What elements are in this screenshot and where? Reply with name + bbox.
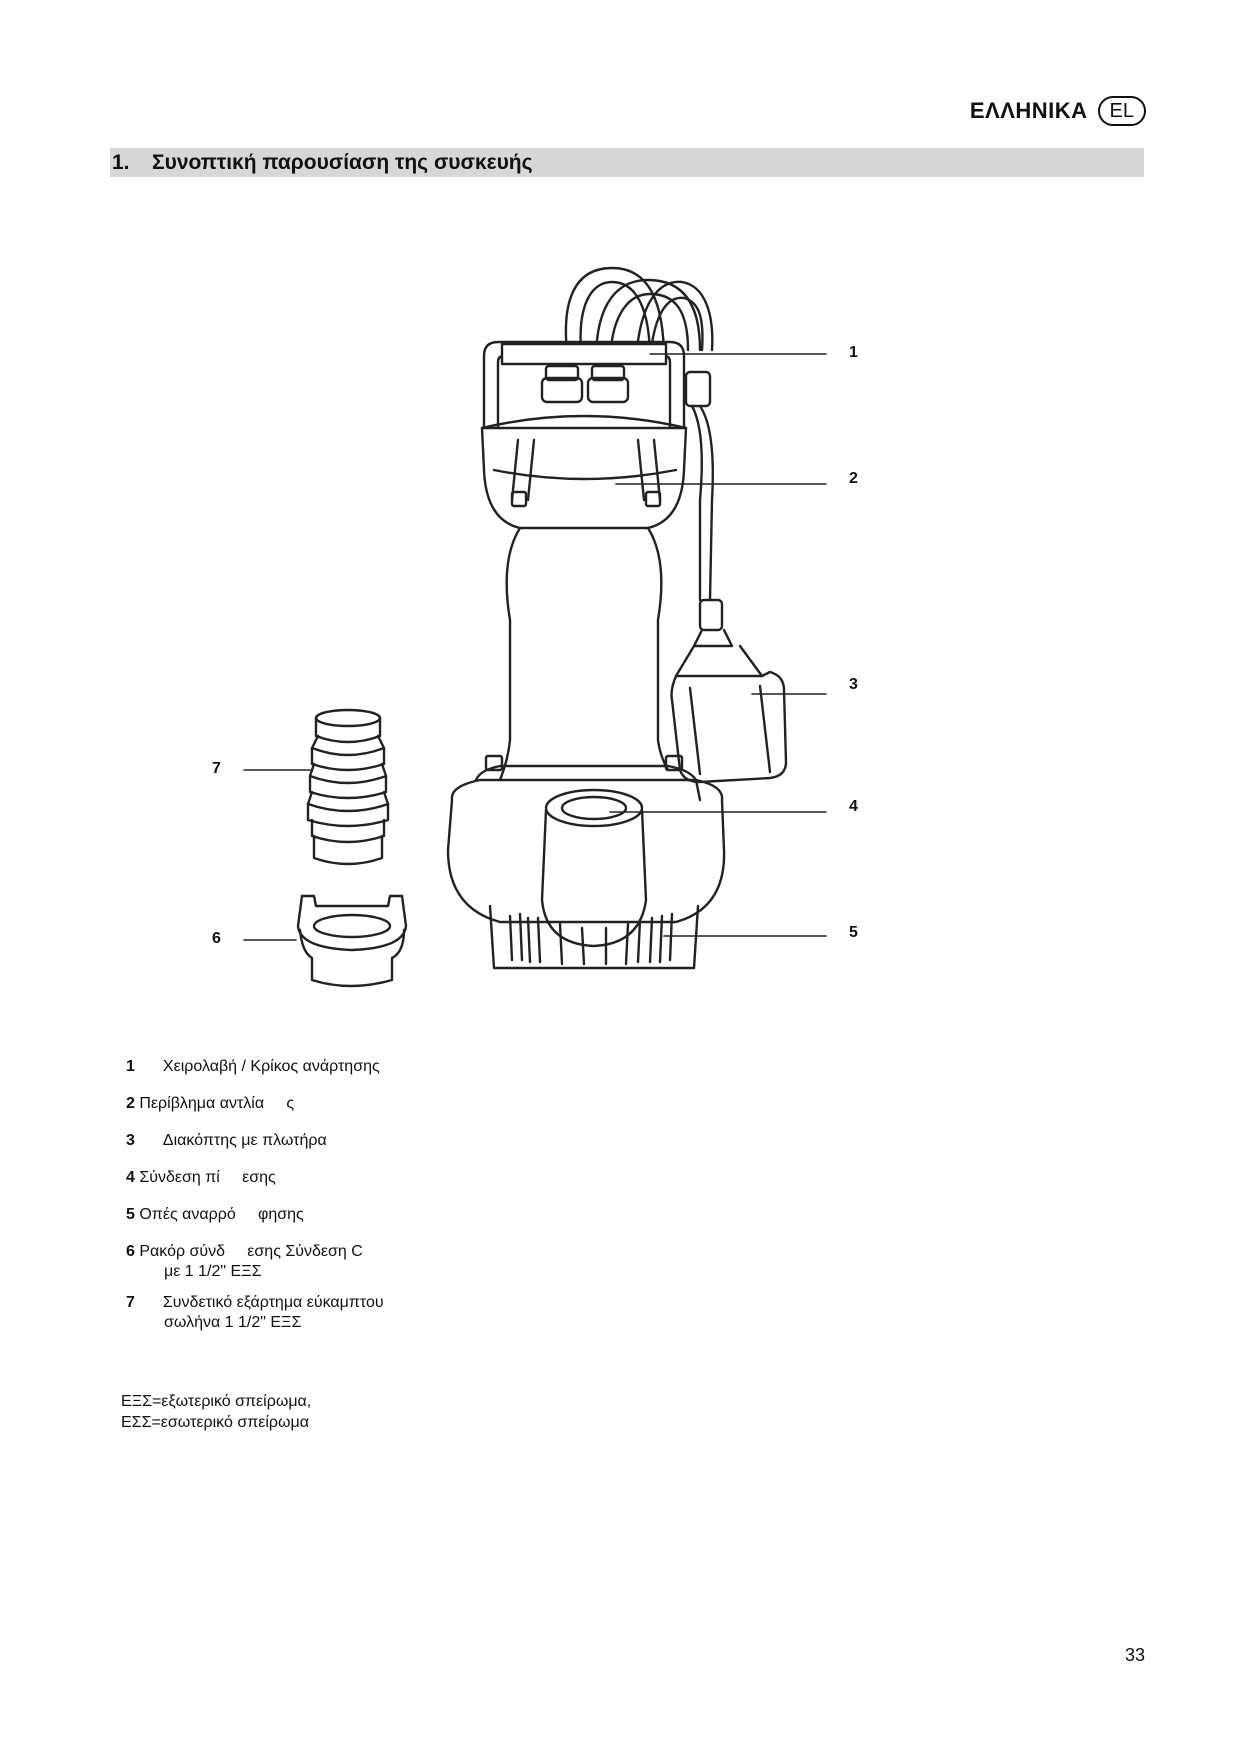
legend-number: 3	[126, 1132, 135, 1149]
legend-number: 6	[126, 1243, 135, 1260]
section-title-text: Συνοπτική παρουσίαση της συσκευής	[152, 151, 533, 174]
legend-number: 5	[126, 1206, 135, 1223]
callout-1: 1	[849, 344, 858, 361]
pump-housing-head	[482, 416, 686, 528]
legend-item-4	[126, 1169, 276, 1187]
legend-number: 7	[126, 1294, 135, 1311]
legend-text: Διακόπτης με πλωτήρα	[162, 1132, 327, 1149]
legend-item-5	[126, 1206, 304, 1224]
float-switch	[672, 600, 787, 782]
legend-item-2	[126, 1095, 294, 1113]
callout-4: 4	[849, 798, 858, 815]
language-label: ΕΛΛΗΝΙΚΑ	[969, 98, 1088, 123]
pump-body	[500, 528, 668, 780]
abbreviation-note-2: ΕΣΣ=εσωτερικό σπείρωμα	[121, 1414, 309, 1431]
cable-glands	[542, 366, 628, 402]
language-badge: EL	[1098, 96, 1146, 126]
callout-7: 7	[212, 760, 221, 777]
hose-nozzle	[308, 710, 388, 864]
section-number: 1.	[112, 151, 130, 174]
legend-number: 2	[126, 1095, 135, 1112]
float-cable	[700, 406, 713, 600]
float-cable-connector	[686, 372, 710, 406]
legend-text: Συνδετικό εξάρτημα εύκαμπτου	[162, 1294, 384, 1311]
legend-item-6	[126, 1243, 363, 1280]
legend-item-7	[126, 1294, 384, 1331]
legend-text-line2: με 1 1/2" ΕΞΣ	[164, 1263, 262, 1280]
pump-lower-body	[448, 756, 724, 922]
legend-number: 4	[126, 1169, 135, 1186]
legend-text: Σύνδεση πί εσης	[139, 1169, 276, 1186]
callout-3: 3	[849, 676, 858, 693]
page-number: 33	[1124, 1645, 1145, 1665]
legend-item-1	[126, 1058, 380, 1076]
legend-text: Οπές αναρρό φησης	[139, 1206, 304, 1223]
legend-number: 1	[126, 1058, 135, 1075]
callout-2: 2	[849, 470, 858, 487]
legend-text-line2: σωλήνα 1 1/2" ΕΞΣ	[164, 1314, 302, 1331]
legend-text: Περίβλημα αντλία ς	[139, 1095, 295, 1112]
legend-item-3	[126, 1132, 327, 1150]
legend-text: Ρακόρ σύνδ εσης Σύνδεση C	[139, 1243, 363, 1260]
callout-6: 6	[212, 930, 221, 947]
callout-5: 5	[849, 924, 858, 941]
abbreviation-note-1: ΕΞΣ=εξωτερικό σπείρωμα,	[121, 1393, 312, 1410]
suction-strainer	[490, 906, 698, 968]
legend-text: Χειρολαβή / Κρίκος ανάρτησης	[162, 1058, 380, 1075]
c-coupling	[298, 896, 406, 986]
